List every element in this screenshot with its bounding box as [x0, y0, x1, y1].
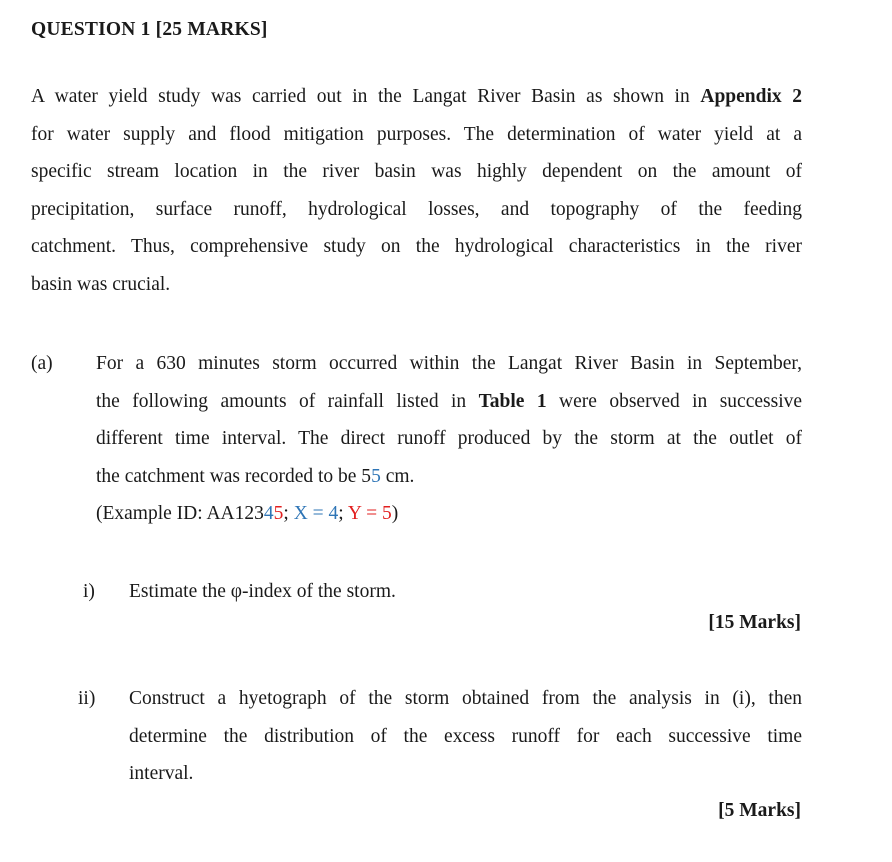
- intro-line-2: for water supply and flood mitigation purposes. The determination of water yield at a: [31, 123, 802, 145]
- sub-i-text: Estimate the φ-index of the storm.: [129, 581, 396, 602]
- intro-paragraph: [31, 78, 802, 303]
- x-value: X = 4: [293, 503, 339, 524]
- example-id-x-digit: 4: [263, 503, 274, 524]
- sub-ii-marks: [5 Marks]: [718, 800, 801, 821]
- intro-line-5: catchment. Thus, comprehensive study on the hydrological characteristics in the river: [31, 236, 802, 257]
- separator: ;: [338, 503, 348, 524]
- part-a-line-3: different time interval. The direct runoff produced by the storm at the outlet of: [96, 428, 802, 449]
- example-id-y-digit: 5: [273, 503, 284, 524]
- part-a-label: (a): [31, 353, 53, 374]
- separator: ;: [283, 503, 294, 524]
- runoff-unit: cm.: [380, 465, 415, 487]
- part-a-line-2: [96, 383, 802, 421]
- y-value: Y = 5: [347, 503, 392, 524]
- intro-line-3: specific stream location in the river basin was highly dependent on the amount of: [31, 161, 802, 182]
- runoff-digit-highlight: 5: [371, 465, 381, 487]
- part-a-line-4: [96, 458, 802, 496]
- example-id-line: [96, 495, 802, 533]
- intro-line-1-text: A water yield study was carried out in the Langat River Basin as shown in: [31, 86, 690, 107]
- sub-ii-line-3: interval.: [129, 763, 194, 784]
- question-title: QUESTION 1 [25 MARKS]: [31, 19, 268, 40]
- sub-ii-line-2: determine the distribution of the excess runoff for each successive time: [129, 725, 802, 747]
- part-a-line-2-tail: were observed in successive: [559, 390, 803, 412]
- intro-line-6: basin was crucial.: [31, 273, 171, 295]
- intro-line-4: precipitation, surface runoff, hydrological losses, and topography of the feeding: [31, 198, 802, 220]
- part-a-text: [96, 345, 802, 533]
- part-a-line-1: For a 630 minutes storm occurred within the Langat River Basin in September,: [96, 353, 802, 374]
- appendix-ref: Appendix 2: [700, 86, 803, 107]
- part-a-line-2-text: the following amounts of rainfall listed in: [96, 390, 467, 412]
- sub-i-marks: [15 Marks]: [708, 612, 801, 633]
- table-ref: Table 1: [478, 390, 547, 412]
- example-id-prefix: (Example ID: AA123: [96, 503, 264, 524]
- intro-line-1: [31, 78, 802, 116]
- runoff-text: the catchment was recorded to be 5: [96, 465, 372, 487]
- sub-i-label: i): [83, 581, 95, 602]
- sub-ii-text: [129, 680, 802, 793]
- closing-paren: ): [391, 503, 399, 524]
- sub-ii-label: ii): [78, 688, 96, 709]
- sub-ii-line-1: Construct a hyetograph of the storm obtained from the analysis in (i), then: [129, 688, 802, 709]
